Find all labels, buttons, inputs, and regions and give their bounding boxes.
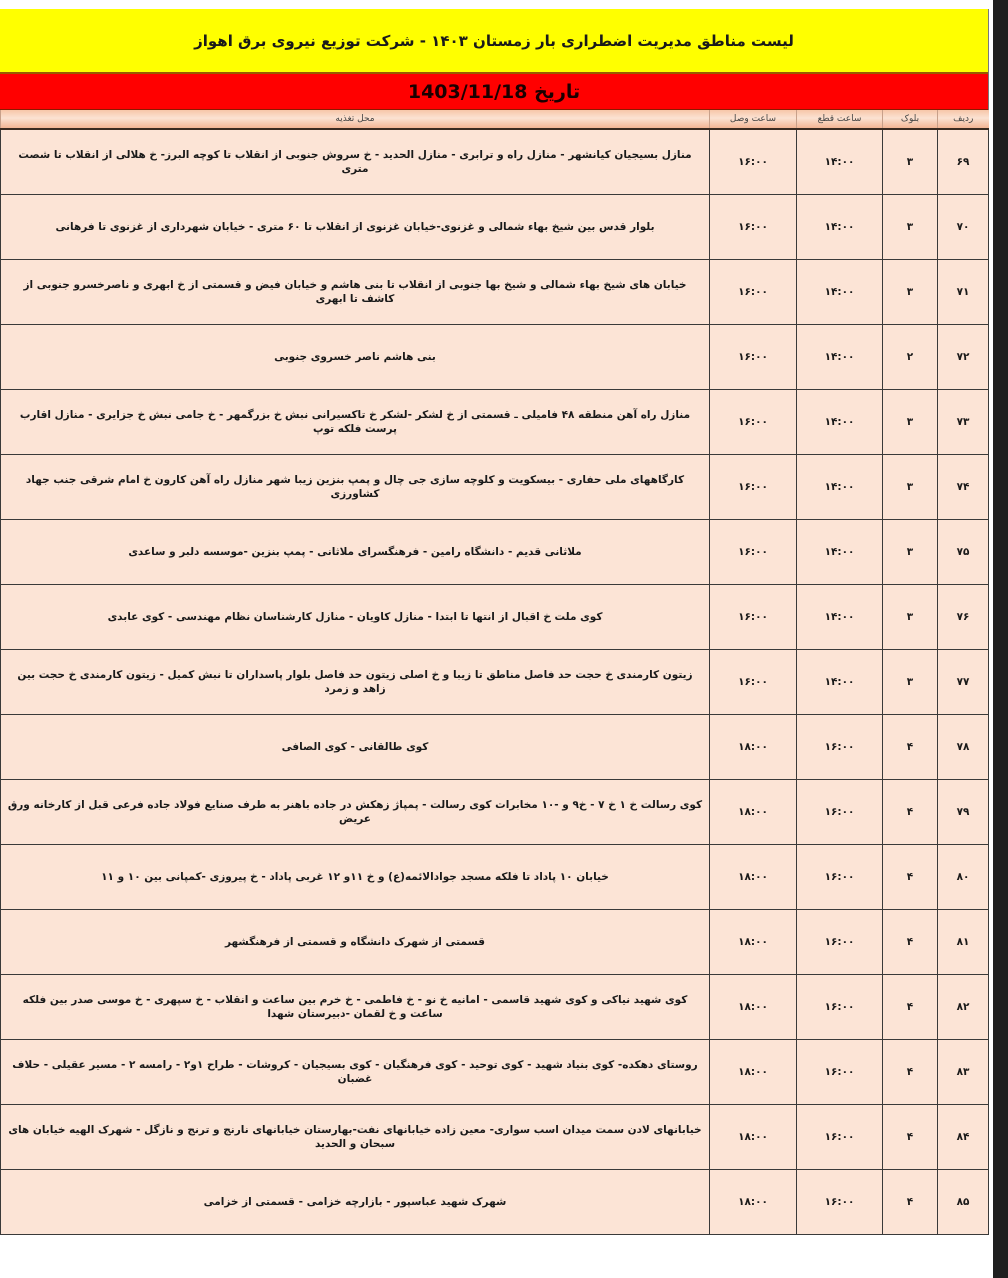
table-row: [1, 1169, 989, 1234]
cut-time: ۱۴:۰۰: [797, 194, 883, 259]
block-number: ۴: [883, 844, 938, 909]
area-description: کوی ملت خ اقبال از انتها تا ابتدا - منازل کاویان - منازل کارشناسان نظام مهندسی - کوی عابدی: [1, 584, 710, 649]
on-time: ۱۶:۰۰: [710, 454, 797, 519]
table-row: [1, 194, 989, 259]
block-number: ۴: [883, 1169, 938, 1234]
area-description: ملاثانی قدیم - دانشگاه رامین - فرهنگسرای ملاثانی - پمپ بنزین -موسسه دلبر و ساعدی: [1, 519, 710, 584]
table-row: [1, 1104, 989, 1169]
area-description: روستای دهکده- کوی بنیاد شهید - کوی توحید - کوی فرهنگیان - کوی بسیجیان - کروشات - طراح ۱و۲ - رامسه ۲ - مسیر عقیلی - حلاف غضبان: [1, 1039, 710, 1104]
on-time: ۱۸:۰۰: [710, 779, 797, 844]
row-number: ۷۲: [938, 324, 989, 389]
cut-time: ۱۴:۰۰: [797, 519, 883, 584]
area-description: منازل بسیجیان کیانشهر - منازل راه و ترابری - منازل الحدید - خ سروش جنوبی از انقلاب تا کوچه البرز- خ هلالی از انقلاب تا شصت متری: [1, 129, 710, 194]
viewer-edge-bar: [993, 0, 1008, 1278]
on-time: ۱۶:۰۰: [710, 584, 797, 649]
cut-time: ۱۶:۰۰: [797, 844, 883, 909]
on-time: ۱۸:۰۰: [710, 714, 797, 779]
on-time: ۱۶:۰۰: [710, 194, 797, 259]
row-number: ۷۹: [938, 779, 989, 844]
on-time: ۱۸:۰۰: [710, 909, 797, 974]
area-description: زیتون کارمندی خ حجت حد فاصل مناطق تا زیبا و خ اصلی زیتون حد فاصل بلوار پاسداران تا نبش کمیل - زیتون کارمندی خ حجت بین زاهد و زمرد: [1, 649, 710, 714]
cut-time: ۱۴:۰۰: [797, 389, 883, 454]
column-header-on-time: ساعت وصل: [710, 110, 797, 129]
cut-time: ۱۶:۰۰: [797, 1104, 883, 1169]
column-header-area: محل تغذیه: [1, 110, 710, 129]
table-row: [1, 844, 989, 909]
cut-time: ۱۶:۰۰: [797, 1169, 883, 1234]
row-number: ۸۵: [938, 1169, 989, 1234]
on-time: ۱۶:۰۰: [710, 129, 797, 194]
row-number: ۸۴: [938, 1104, 989, 1169]
on-time: ۱۶:۰۰: [710, 259, 797, 324]
area-description: کوی رسالت خ ۱ خ ۷ - خ۹ و -۱۰ مخابرات کوی رسالت - پمپاژ زهکش در جاده باهنر به طرف صنایع فولاد جاده فرعی قبل از کارخانه ورق عریض: [1, 779, 710, 844]
on-time: ۱۸:۰۰: [710, 1039, 797, 1104]
cut-time: ۱۶:۰۰: [797, 974, 883, 1039]
block-number: ۴: [883, 974, 938, 1039]
area-description: کوی شهید نیاکی و کوی شهید قاسمی - امانیه خ نو - خ فاطمی - خ خرم بین ساعت و انقلاب - خ سپهری - خ موسی صدر بین فلکه ساعت و خ لقمان -دبیرستان شهدا: [1, 974, 710, 1039]
cut-time: ۱۶:۰۰: [797, 779, 883, 844]
cut-time: ۱۴:۰۰: [797, 129, 883, 194]
table-row: [1, 779, 989, 844]
column-header-block: بلوک: [883, 110, 938, 129]
block-number: ۳: [883, 194, 938, 259]
table-row: [1, 259, 989, 324]
on-time: ۱۸:۰۰: [710, 1104, 797, 1169]
cut-time: ۱۶:۰۰: [797, 1039, 883, 1104]
block-number: ۴: [883, 909, 938, 974]
on-time: ۱۶:۰۰: [710, 519, 797, 584]
cut-time: ۱۴:۰۰: [797, 324, 883, 389]
row-number: ۷۴: [938, 454, 989, 519]
area-description: خیابان ۱۰ پاداد تا فلکه مسجد جوادالائمه(ع) و خ ۱۱و ۱۲ غربی پاداد - خ پیروزی -کمپانی بین ۱۰ و ۱۱: [1, 844, 710, 909]
block-number: ۴: [883, 1039, 938, 1104]
row-number: ۸۱: [938, 909, 989, 974]
table-row: [1, 129, 989, 194]
on-time: ۱۶:۰۰: [710, 389, 797, 454]
outage-table: [0, 110, 989, 1235]
cut-time: ۱۴:۰۰: [797, 454, 883, 519]
block-number: ۳: [883, 389, 938, 454]
area-description: خیابانهای لادن سمت میدان اسب سواری- معین زاده خیابانهای نفت-بهارستان خیابانهای نارنج و ترنج و نازگل - شهرک الهیه خیابان های سبحان و الحدید: [1, 1104, 710, 1169]
row-number: ۷۱: [938, 259, 989, 324]
area-description: شهرک شهید عباسپور - بازارچه خزامی - قسمتی از خزامی: [1, 1169, 710, 1234]
area-description: قسمتی از شهرک دانشگاه و قسمتی از فرهنگشهر: [1, 909, 710, 974]
cut-time: ۱۶:۰۰: [797, 714, 883, 779]
document-date: تاریخ 1403/11/18: [407, 80, 581, 103]
area-description: منازل راه آهن منطقه ۴۸ فامیلی ـ قسمتی از خ لشکر -لشکر خ تاکسیرانی نبش خ بزرگمهر - خ جامی نبش خ جزایری - منازل اقارب پرست فلکه توپ: [1, 389, 710, 454]
table-row: [1, 909, 989, 974]
block-number: ۴: [883, 1104, 938, 1169]
block-number: ۴: [883, 779, 938, 844]
block-number: ۳: [883, 454, 938, 519]
cut-time: ۱۴:۰۰: [797, 649, 883, 714]
document-title-band: [0, 9, 988, 74]
column-header-row-number: ردیف: [938, 110, 989, 129]
on-time: ۱۸:۰۰: [710, 1169, 797, 1234]
on-time: ۱۸:۰۰: [710, 844, 797, 909]
area-description: بنی هاشم ناصر خسروی جنوبی: [1, 324, 710, 389]
area-description: کوی طالقانی - کوی الصافی: [1, 714, 710, 779]
block-number: ۳: [883, 519, 938, 584]
table-row: [1, 649, 989, 714]
area-description: بلوار قدس بین شیخ بهاء شمالی و غزنوی-خیابان غزنوی از انقلاب تا ۶۰ متری - خیابان شهرداری از غزنوی تا فرهانی: [1, 194, 710, 259]
row-number: ۶۹: [938, 129, 989, 194]
table-header-row: [1, 110, 989, 129]
on-time: ۱۶:۰۰: [710, 324, 797, 389]
row-number: ۸۳: [938, 1039, 989, 1104]
document-title: لیست مناطق مدیریت اضطراری بار زمستان ۱۴۰۳ - شرکت توزیع نیروی برق اهواز: [194, 31, 794, 50]
cut-time: ۱۴:۰۰: [797, 259, 883, 324]
area-description: کارگاههای ملی حفاری - بیسکویت و کلوچه سازی جی چال و پمپ بنزین زیبا شهر منازل راه آهن کارون خ امام شرقی جنب جهاد کشاورزی: [1, 454, 710, 519]
table-row: [1, 974, 989, 1039]
table-row: [1, 584, 989, 649]
row-number: ۸۰: [938, 844, 989, 909]
cut-time: ۱۴:۰۰: [797, 584, 883, 649]
outage-schedule-sheet: [0, 9, 989, 1235]
table-row: [1, 714, 989, 779]
table-row: [1, 389, 989, 454]
row-number: ۸۲: [938, 974, 989, 1039]
row-number: ۷۷: [938, 649, 989, 714]
cut-time: ۱۶:۰۰: [797, 909, 883, 974]
column-header-cut-time: ساعت قطع: [797, 110, 883, 129]
block-number: ۴: [883, 714, 938, 779]
row-number: ۷۳: [938, 389, 989, 454]
table-row: [1, 324, 989, 389]
block-number: ۳: [883, 649, 938, 714]
block-number: ۲: [883, 324, 938, 389]
block-number: ۳: [883, 584, 938, 649]
area-description: خیابان های شیخ بهاء شمالی و شیخ بها جنوبی از انقلاب تا بنی هاشم و خیابان فیض و قسمتی از خ ابهری و ناصرخسرو جنوبی از کاشف تا ابهری: [1, 259, 710, 324]
row-number: ۷۵: [938, 519, 989, 584]
table-row: [1, 1039, 989, 1104]
row-number: ۷۸: [938, 714, 989, 779]
block-number: ۳: [883, 259, 938, 324]
row-number: ۷۰: [938, 194, 989, 259]
table-row: [1, 519, 989, 584]
row-number: ۷۶: [938, 584, 989, 649]
table-row: [1, 454, 989, 519]
block-number: ۳: [883, 129, 938, 194]
date-band: [0, 74, 988, 110]
on-time: ۱۶:۰۰: [710, 649, 797, 714]
on-time: ۱۸:۰۰: [710, 974, 797, 1039]
